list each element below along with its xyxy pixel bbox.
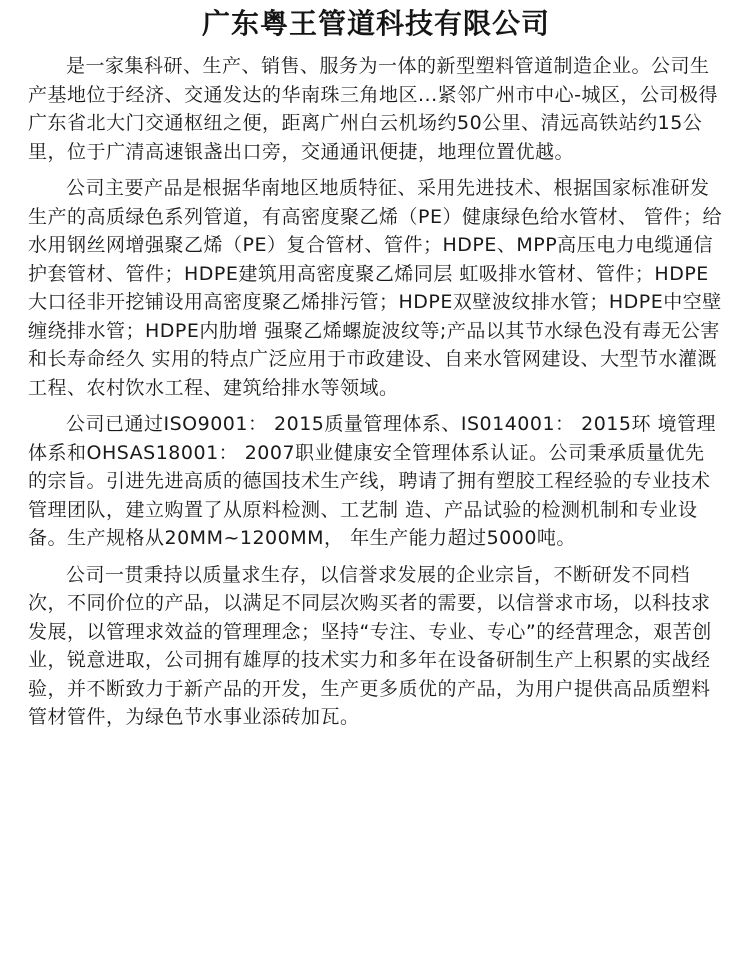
page-title: 广东粤王管道科技有限公司 — [201, 7, 550, 40]
paragraph-philosophy: 公司一贯秉持以质量求生存，以信誉求发展的企业宗旨，不断研发不同档次，不同价位的产品，以满足不同层次购买者的需要，以信誉求市场，以科技求发展，以管理求效益的管理理念；坚持“专注、专业、专心”的经营理念，艰苦创业，锐意进取，公司拥有雄厚的技术实力和多年在设备研制生产上积累的实战经验，并不断致力于新产品的开发，生产更多质优的产品，为用户提供高品质塑料管材管件，为绿色节水事业添砖加瓦。 — [28, 563, 712, 728]
paragraph-certifications: 公司已通过ISO9001： 2015质量管理体系、IS014001： 2015环 境管理体系和OHSAS18001： 2007职业健康安全管理体系认证。公司秉承质量优先的宗旨。引进先进高质的德国技术生产线，聘请了拥有塑胶工程经验的专业技术管理团队，建立购置了从原料检测、工艺制 造、产品试验的检测机制和专业设备。生产规格从20MM~1200MM， 年生产能力超过5000吨。 — [28, 413, 716, 549]
paragraph-intro: 是一家集科研、生产、销售、服务为一体的新型塑料管道制造企业。公司生产基地位于经济、交通发达的华南珠三角地区...紧邻广州市中心-城区，公司极得广东省北大门交通枢纽之便，距离广州白云机场约50公里、清远高铁站约15公里，位于广清高速银盏出口旁，交通通讯便捷，地理位置优越。 — [28, 55, 718, 163]
paragraph-products: 公司主要产品是根据华南地区地质特征、采用先进技术、根据国家标准研发生产的高质绿色系列管道，有高密度聚乙烯（PE）健康绿色给水管材、 管件；给水用钢丝网增强聚乙烯（PE）复合管材、管件；HDPE、MPP高压电力电缆通信护套管材、管件；HDPE建筑用高密度聚乙烯同层 虹吸排水管材、管件；HDPE大口径非开挖铺设用高密度聚乙烯排污管；HDPE双壁波纹排水管；HDPE中空壁缠绕排水管；HDPE内肋增 强聚乙烯螺旋波纹等;产品以其节水绿色没有毒无公害和长寿命经久 实用的特点广泛应用于市政建设、自来水管网建设、大型节水灌溉工程、农村饮水工程、建筑给排水等领域。 — [28, 177, 723, 399]
profile-body — [28, 52, 724, 732]
